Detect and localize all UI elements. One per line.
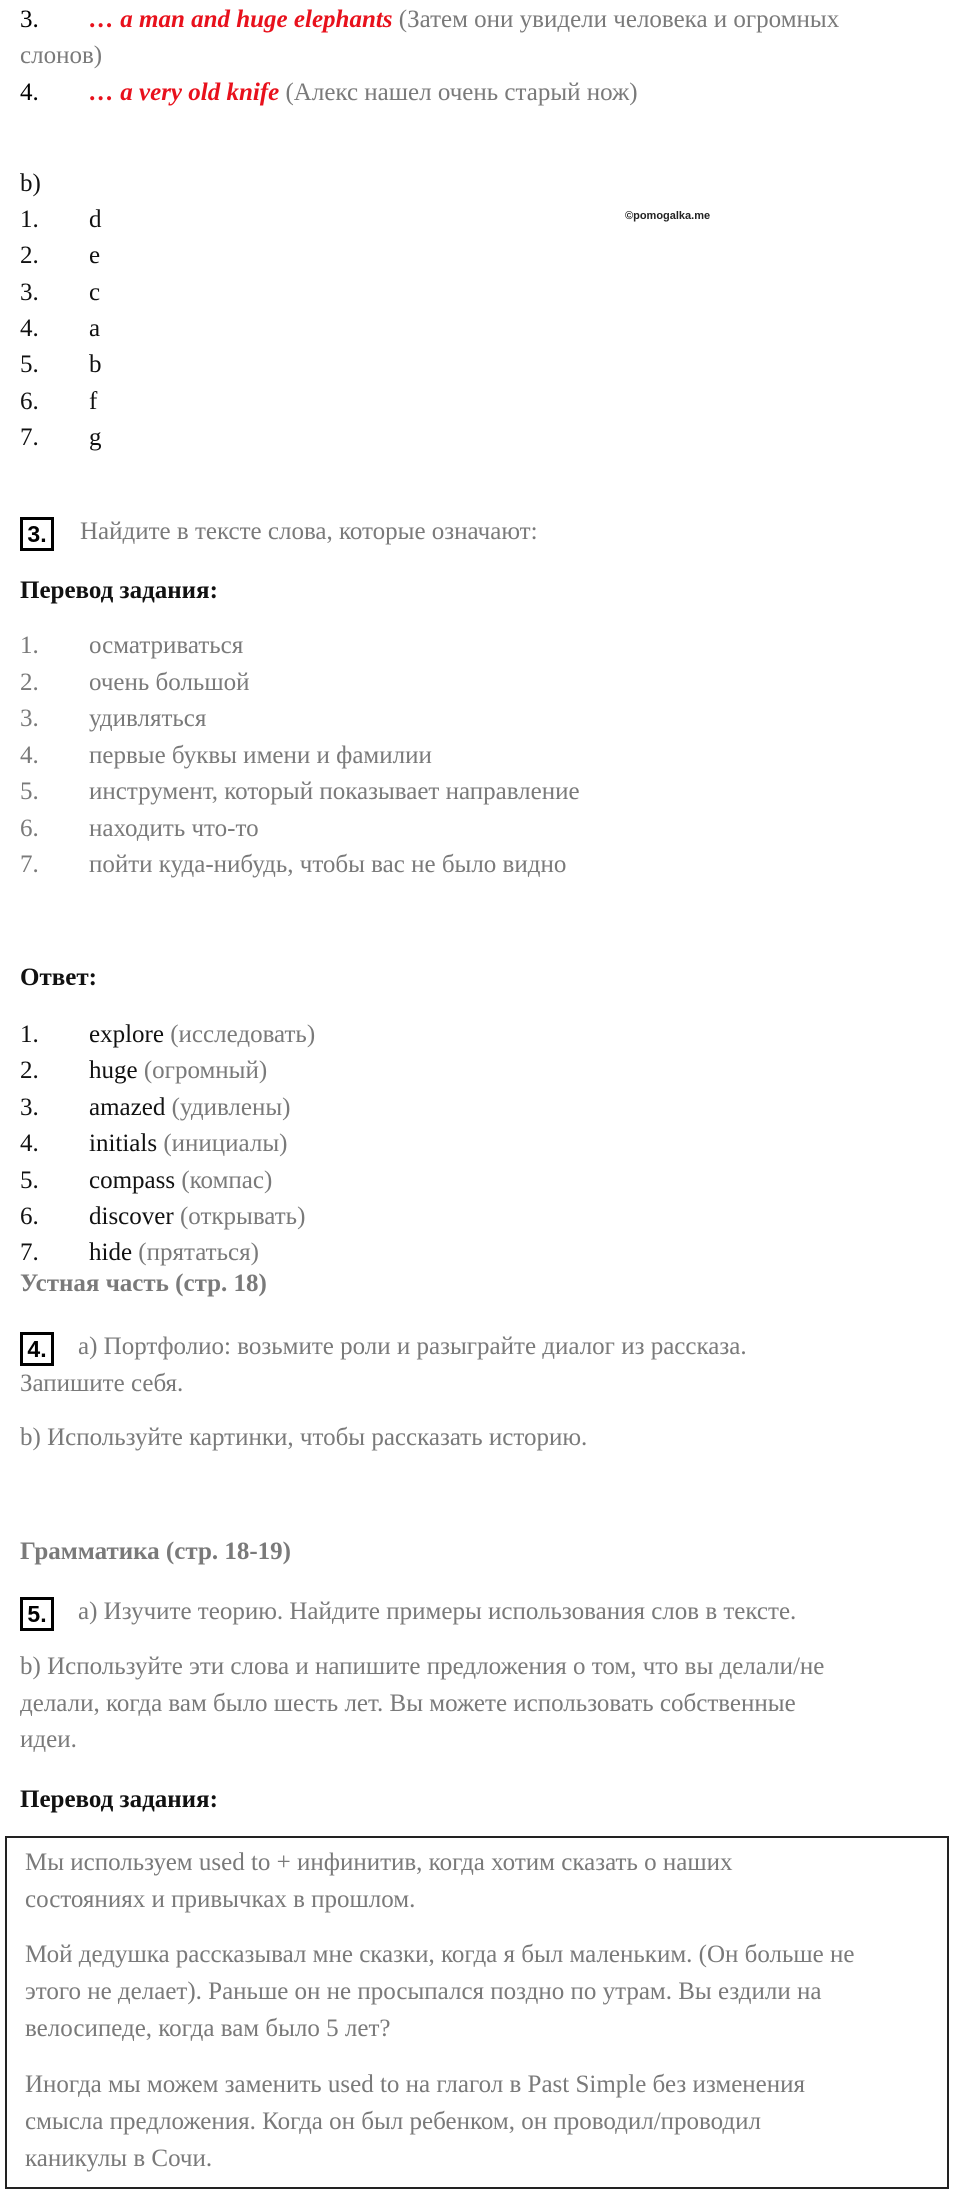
answer-word: discover [89,1203,174,1230]
answer-translation: (открывать) [179,1203,306,1230]
task-number-box: 5. [20,1597,54,1631]
theory-paragraph-1 [25,1844,945,1918]
answer-word: amazed [89,1094,166,1121]
list-answer: a [89,315,101,342]
list-number: 6. [20,815,39,842]
task-instruction-a: a) Портфолио: возьмите роли и разыграйте диалог из рассказа. [78,1333,747,1360]
list-number: 4. [20,315,39,342]
answer-word: explore [89,1021,164,1048]
list-number: 7. [20,1239,39,1266]
list-number: 3. [20,705,39,732]
text-line: состояниях и привычках в прошлом. [25,1886,416,1913]
text-line: этого не делает). Раньше он не просыпался поздно по утрам. Вы ездили на [25,1978,822,2005]
list-answer: b [89,351,102,378]
answer-phrase: … a very old knife [89,79,280,106]
answer-word: initials [89,1130,158,1157]
list-answer: c [89,279,101,306]
answer-translation: (Затем они увидели человека и огромных [398,6,840,33]
text-line: велосипеде, когда вам было 5 лет? [25,2015,391,2042]
answer-line [89,1021,315,1049]
translation-heading: Перевод задания: [20,577,218,604]
answer-word: huge [89,1057,138,1084]
list-number: 7. [20,851,39,878]
watermark: ©pomogalka.me [625,210,711,222]
task-number-box: 4. [20,1332,54,1366]
task-instruction-b-cont: идеи. [20,1726,77,1753]
answer-translation-cont: слонов) [20,42,103,69]
list-number: 1. [20,206,39,233]
answer-translation: (компас) [181,1167,273,1194]
theory-paragraph-2 [25,1936,945,2047]
text-line: Иногда мы можем заменить used to на глагол в Past Simple без изменения [25,2071,806,2098]
list-item: находить что-то [89,815,259,842]
text-line: каникулы в Сочи. [25,2145,213,2172]
task-instruction-b: b) Используйте эти слова и напишите предложения о том, что вы делали/не [20,1653,825,1680]
answer-translation: (инициалы) [163,1130,288,1157]
list-number: 2. [20,242,39,269]
task-number-box: 3. [20,517,54,551]
answer-word: compass [89,1167,176,1194]
list-number: 3. [20,279,39,306]
text-line: Мой дедушка рассказывал мне сказки, когда я был маленьким. (Он больше не [25,1941,855,1968]
list-number: 3. [20,1094,39,1121]
list-number: 2. [20,669,39,696]
list-item: пойти куда-нибудь, чтобы вас не было видно [89,851,567,878]
answer-line [89,1057,267,1085]
list-number: 1. [20,1021,39,1048]
answer-translation: (прятаться) [138,1239,259,1266]
answer-translation: (огромный) [143,1057,268,1084]
list-number: 7. [20,424,39,451]
answer-line [89,1130,287,1158]
answer-translation: (исследовать) [170,1021,316,1048]
list-number: 5. [20,1167,39,1194]
answer-heading: Ответ: [20,964,97,991]
answer-word: hide [89,1239,133,1266]
text-line: Мы используем used to + инфинитив, когда хотим сказать о наших [25,1849,733,1876]
theory-box [5,1836,949,2189]
oral-section-heading: Устная часть (стр. 18) [20,1270,267,1297]
theory-paragraph-3 [25,2066,945,2177]
list-number: 1. [20,632,39,659]
item-number: 3. [20,6,39,33]
list-answer: g [89,424,102,451]
grammar-section-heading: Грамматика (стр. 18-19) [20,1538,291,1565]
list-item: очень большой [89,669,250,696]
task-instruction-a: a) Изучите теорию. Найдите примеры использования слов в тексте. [78,1598,797,1625]
answer-line [89,1094,291,1122]
list-answer: e [89,242,101,269]
answer-translation: (Алекс нашел очень старый нож) [285,79,638,106]
task-instruction-b: b) Используйте картинки, чтобы рассказать историю. [20,1424,588,1451]
list-number: 5. [20,778,39,805]
list-number: 6. [20,388,39,415]
list-number: 4. [20,1130,39,1157]
answer-line [89,1239,259,1267]
list-item: инструмент, который показывает направление [89,778,580,805]
item-number: 4. [20,79,39,106]
answer-line [89,1167,272,1195]
list-number: 4. [20,742,39,769]
list-number: 2. [20,1057,39,1084]
task-instruction: Найдите в тексте слова, которые означают: [80,518,538,545]
section-b-label: b) [20,170,41,197]
answer-translation: (удивлены) [171,1094,291,1121]
task-instruction-a-cont: Запишите себя. [20,1370,184,1397]
list-number: 5. [20,351,39,378]
list-number: 6. [20,1203,39,1230]
list-item: удивляться [89,705,207,732]
task-instruction-b-cont: делали, когда вам было шесть лет. Вы можете использовать собственные [20,1690,796,1717]
text-line: смысла предложения. Когда он был ребенком, он проводил/проводил [25,2108,762,2135]
answer-line [89,1203,305,1231]
list-item: осматриваться [89,632,244,659]
translation-heading: Перевод задания: [20,1786,218,1813]
answer-phrase: … a man and huge elephants [89,6,393,33]
list-answer: d [89,206,102,233]
list-answer: f [89,388,98,415]
list-item: первые буквы имени и фамилии [89,742,432,769]
